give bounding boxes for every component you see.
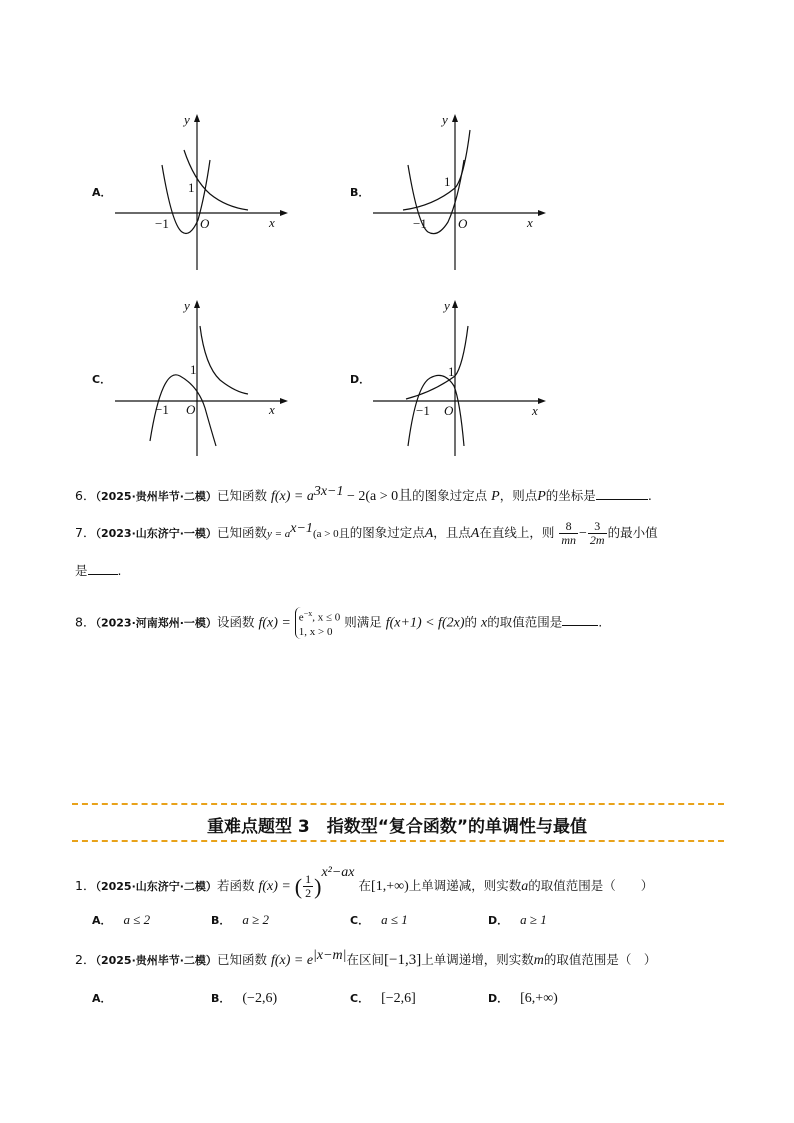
x-axis-label: x bbox=[269, 402, 275, 417]
origin-label: O bbox=[444, 403, 454, 418]
question-text: 的最小值 bbox=[607, 525, 658, 541]
answer-blank[interactable] bbox=[88, 562, 118, 575]
question-number: 7． bbox=[75, 525, 96, 541]
piecewise-function: $e^{-x}$, x ≤ 0 1, x > 0 bbox=[295, 607, 340, 639]
tick-one: 1 bbox=[188, 180, 195, 195]
x-axis-label: x bbox=[269, 215, 275, 230]
choice-b[interactable]: B． (−2,6) bbox=[211, 991, 278, 1006]
question-text: 的取值范围是（ ） bbox=[528, 878, 654, 893]
tick-neg-one: −1 bbox=[155, 402, 169, 417]
x-axis-label: x bbox=[532, 403, 538, 418]
math-expression: f(x) = bbox=[258, 615, 291, 631]
y-axis-label: y bbox=[184, 298, 190, 313]
fraction: $\frac{3}{2m}$ bbox=[589, 519, 605, 548]
question-number: 1． bbox=[75, 878, 96, 893]
question-number: 6． bbox=[75, 488, 96, 504]
math-expression: f(x) = a bbox=[270, 489, 314, 505]
question-text: 的 bbox=[464, 614, 477, 630]
math-expression: f(x) = e bbox=[270, 953, 314, 969]
question-source: （2023·河南郑州·一模） bbox=[95, 616, 217, 630]
origin-label: O bbox=[458, 216, 468, 231]
choice-c[interactable]: C． a ≤ 1 bbox=[350, 912, 408, 927]
math-interval: [−1,3] bbox=[384, 952, 422, 969]
tick-neg-one: −1 bbox=[155, 216, 169, 231]
question-text: 的坐标是 bbox=[545, 488, 596, 504]
question-8: 8．（2023·河南郑州·一模）设函数 f(x) = $e^{-x}$, x ≤ 0 1, x > 0 则满足 f(x+1) < f(2x)的 x的取值范围是 . bbox=[75, 609, 603, 638]
choice-d[interactable]: D． a ≥ 1 bbox=[488, 912, 547, 927]
math-exponent: |x−m| bbox=[313, 948, 347, 963]
math-var: A bbox=[424, 526, 434, 542]
fraction: $\frac{1}{2}$ bbox=[305, 872, 312, 900]
question-7-line-2: 是 . bbox=[75, 563, 122, 578]
choice-a[interactable]: A． a ≤ 2 bbox=[92, 912, 151, 927]
question-number: 8． bbox=[75, 614, 96, 630]
option-c-graph bbox=[110, 296, 290, 461]
math-var: A bbox=[470, 526, 480, 542]
origin-label: O bbox=[200, 216, 210, 231]
math-var: a bbox=[521, 879, 529, 894]
question-source: （2025·贵州毕节·二模） bbox=[95, 490, 217, 504]
question-text: 的取值范围是 bbox=[487, 614, 563, 630]
section-divider-bottom bbox=[72, 840, 724, 842]
answer-blank[interactable] bbox=[596, 487, 648, 500]
answer-blank[interactable] bbox=[562, 613, 598, 626]
origin-label: O bbox=[186, 402, 196, 417]
question-source: （2025·贵州毕节·二模） bbox=[95, 954, 217, 968]
math-var: m bbox=[533, 953, 544, 969]
option-a-label: A． bbox=[92, 186, 112, 199]
y-axis-label: y bbox=[444, 298, 450, 313]
question-text: 的图象过定点 bbox=[412, 488, 488, 504]
choice-a[interactable]: A． bbox=[92, 992, 112, 1005]
choice-b[interactable]: B． a ≥ 2 bbox=[211, 912, 270, 927]
choice-c[interactable]: C． [−2,6] bbox=[350, 991, 416, 1006]
question-text: 上单调递增，则实数 bbox=[421, 952, 534, 968]
question-text: 上单调递减，则实数 bbox=[408, 878, 522, 893]
section-question-1: 1．（2025·山东济宁·二模）若函数 f(x) = ( $\frac{1}{2}$ )$^{x^2-ax}$ 在[1,+∞)上单调递减，则实数a的取值范围是（ ） bbox=[75, 865, 654, 900]
math-exponent: x−1 bbox=[290, 521, 313, 536]
section-title: 重难点题型 3 指数型“复合函数”的单调性与最值 bbox=[206, 817, 588, 837]
option-a-graph bbox=[110, 110, 290, 275]
question-text: 的图象过定点 bbox=[349, 525, 425, 541]
math-expression: f(x) = bbox=[258, 879, 291, 894]
math-var: P bbox=[491, 489, 500, 505]
question-text: 已知函数 bbox=[216, 525, 267, 541]
math-var: P bbox=[537, 489, 546, 505]
question-6: 6．（2025·贵州毕节·二模）已知函数 $f(x) = a^{3x-1} - 2(a > 0$且的图象过定点 P，则点P的坐标是 . bbox=[75, 484, 652, 505]
question-text: ，且点 bbox=[433, 525, 471, 541]
question-text: 若函数 bbox=[216, 878, 255, 893]
option-b-graph bbox=[368, 110, 548, 275]
question-text: 在 bbox=[358, 878, 372, 893]
y-axis-label: y bbox=[442, 112, 448, 127]
x-axis-label: x bbox=[527, 215, 533, 230]
section-divider-top bbox=[72, 803, 724, 805]
option-b-label: B． bbox=[350, 186, 370, 199]
choice-d[interactable]: D． [6,+∞) bbox=[488, 991, 558, 1006]
question-source: （2025·山东济宁·二模） bbox=[95, 880, 217, 893]
question-text: 在区间 bbox=[346, 952, 385, 968]
y-axis-label: y bbox=[184, 112, 190, 127]
tick-one: 1 bbox=[448, 364, 455, 379]
option-d-label: D． bbox=[350, 373, 371, 386]
tick-one: 1 bbox=[190, 362, 197, 377]
question-text: 在直线上，则 bbox=[479, 525, 555, 541]
question-text: 已知函数 bbox=[216, 488, 267, 504]
math-expression: f(x+1) < f(2x) bbox=[385, 615, 465, 631]
math-expression: (a > 0且 bbox=[312, 528, 350, 541]
option-d-graph bbox=[368, 296, 548, 461]
section-question-2 bbox=[75, 947, 656, 970]
tick-neg-one: −1 bbox=[416, 403, 430, 418]
math-var: x bbox=[480, 615, 488, 631]
fraction: $\frac{8}{mn}$ bbox=[561, 519, 577, 548]
question-text: 已知函数 bbox=[216, 952, 267, 968]
question-text: 设函数 bbox=[216, 614, 255, 630]
question-7: 7．（2023·山东济宁·一模）已知函数$y = a^{x-1}(a > 0$且的图象过定点A，且点A在直线上，则 $\frac{8}{mn}$ − $\frac{3}{2m}$ 的最小值 bbox=[75, 519, 658, 548]
question-text: ，则点 bbox=[499, 488, 538, 504]
tick-neg-one: −1 bbox=[413, 216, 427, 231]
math-interval: [1,+∞) bbox=[371, 879, 409, 894]
question-text: 则满足 bbox=[344, 614, 382, 630]
question-number: 2． bbox=[75, 952, 96, 968]
question-text: 的取值范围是（ ） bbox=[543, 952, 657, 968]
option-c-label: C． bbox=[92, 373, 112, 386]
math-expression: − 2(a > 0且 bbox=[343, 489, 413, 505]
math-exponent: 3x−1 bbox=[313, 484, 344, 499]
tick-one: 1 bbox=[444, 174, 451, 189]
math-exponent: x²−ax bbox=[321, 865, 355, 880]
question-source: （2023·山东济宁·一模） bbox=[95, 527, 217, 541]
math-expression: y = a bbox=[266, 528, 291, 541]
